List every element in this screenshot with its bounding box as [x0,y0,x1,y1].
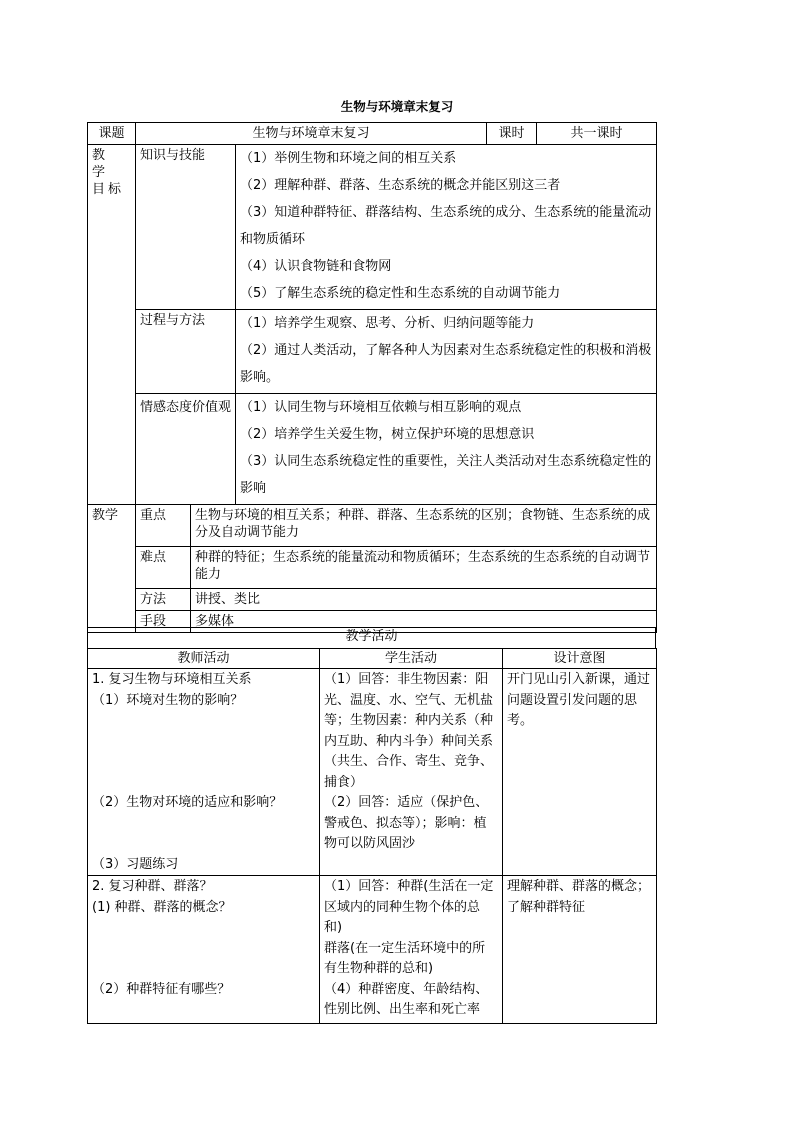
period-value: 共一课时 [537,123,657,145]
list-item: （1）举例生物和环境之间的相互关系 [240,151,457,166]
activities-heading: 教学活动 [88,628,656,649]
document-title: 生物与环境章末复习 [340,99,454,114]
col-design-header: 设计意图 [503,649,657,669]
col-teacher-header: 教师活动 [88,649,320,669]
activity-item: （4）种群密度、年龄结构、性别比例、出生率和死亡率 [324,981,489,1017]
period-label: 课时 [487,123,537,145]
method-value: 讲授、类比 [191,589,657,611]
table-row [88,669,657,876]
student-cell [320,876,503,1024]
process-label: 过程与方法 [136,310,236,394]
table-row [88,876,657,1024]
knowledge-label: 知识与技能 [136,145,236,310]
activities-heading-table [87,627,656,649]
activity-item: (1) 种群、群落的概念？ [92,899,232,915]
lesson-plan-table [87,122,657,633]
design-cell: 开门见山引入新课，通过问题设置引发问题的思考。 [503,669,657,876]
topic-value: 生物与环境章末复习 [136,123,487,145]
list-item: （1）认同生物与环境相互依赖与相互影响的观点 [240,400,522,415]
process-items [236,310,657,394]
list-item: （2）通过人类活动，了解各种人为因素对生态系统稳定性的积极和消极影响。 [240,343,652,385]
list-item: （3）认同生态系统稳定性的重要性，关注人类活动对生态系统稳定性的影响 [240,454,652,496]
activities-table [87,648,657,1024]
activity-item: （2）回答：适应（保护色、警戒色、拟态等）；影响：植物可以防风固沙 [324,795,489,851]
list-item: （3）知道种群特征、群落结构、生态系统的成分、生态系统的能量流动和物质循环 [240,205,652,247]
activity-item: 1. 复习生物与环境相互关系 [92,672,252,687]
list-item: （2）培养学生关爱生物，树立保护环境的思想意识 [240,427,535,442]
col-student-header: 学生活动 [320,649,503,669]
method-label: 方法 [136,589,191,611]
topic-label: 课题 [88,123,136,145]
list-item: （2）理解种群、群落、生态系统的概念并能区别这三者 [240,178,561,193]
activity-item: （1）回答：种群(生活在一定区域内的同种生物个体的总和) [324,879,494,935]
emotion-items [236,394,657,505]
activity-item: （1）环境对生物的影响？ [92,692,244,708]
key-label: 重点 [136,505,191,547]
activity-item: （3）习题练习 [92,856,179,872]
teacher-cell [88,876,320,1024]
design-cell: 理解种群、群落的概念；了解种群特征 [503,876,657,1024]
activity-item: （2）生物对环境的适应和影响？ [92,795,283,810]
activity-item: （1）回答：非生物因素：阳光、温度、水、空气、无机盐等；生物因素：种内关系（种内互助、种内斗争）种间关系（共生、合作、寄生、竞争、捕食） [324,672,494,790]
activity-item: 群落(在一定生活环境中的所有生物种群的总和) [324,940,486,976]
means-value: 多媒体 [191,611,657,633]
difficult-value: 种群的特征；生态系统的能量流动和物质循环；生态系统的生态系统的自动调节能力 [191,547,657,589]
list-item: （1）培养学生观察、思考、分析、归纳问题等能力 [240,316,535,331]
list-item: （4）认识食物链和食物网 [240,259,392,274]
activity-item: 2. 复习种群、群落？ [92,879,213,894]
emotion-label: 情感态度价值观 [136,394,236,505]
teaching-label: 教学 [88,505,136,633]
means-label: 手段 [136,611,191,633]
activity-item: （2）种群特征有哪些？ [92,982,231,997]
difficult-label: 难点 [136,547,191,589]
knowledge-items [236,145,657,310]
student-cell [320,669,503,876]
objectives-label: 教 学 目标 [88,145,136,505]
list-item: （5）了解生态系统的稳定性和生态系统的自动调节能力 [240,286,561,301]
teacher-cell [88,669,320,876]
key-value: 生物与环境的相互关系；种群、群落、生态系统的区别；食物链、生态系统的成分及自动调节能力 [191,505,657,547]
